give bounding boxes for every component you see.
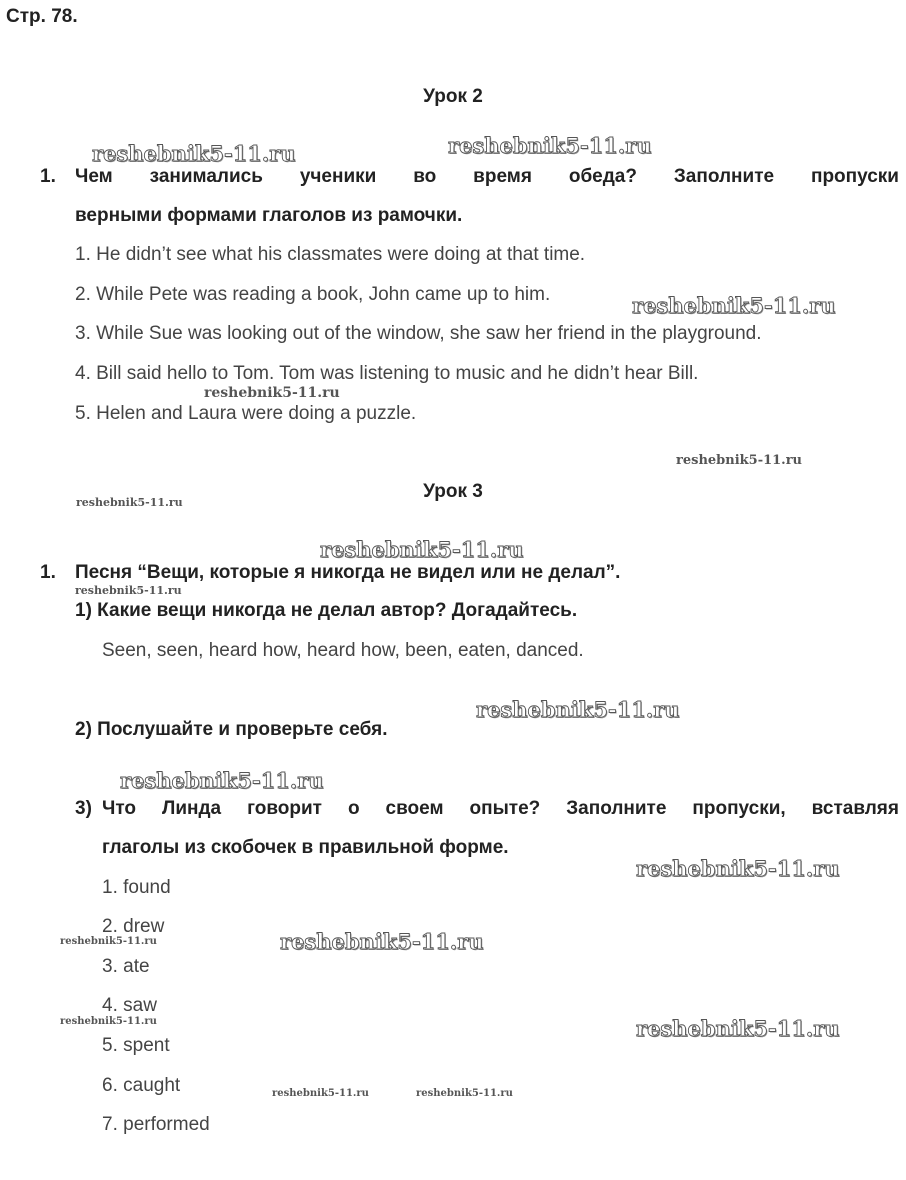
watermark: reshebnik5-11.ru	[416, 1088, 513, 1099]
watermark: reshebnik5-11.ru	[280, 929, 484, 954]
lesson-3-subtask-1-title: 1) Какие вещи никогда не делал автор? Догадайтесь.	[75, 600, 578, 621]
watermark: reshebnik5-11.ru	[676, 453, 803, 468]
lesson-2-answer-1: 1. He didn’t see what his classmates were doing at that time.	[75, 244, 586, 265]
lesson-3-subtask-3-line-2: глаголы из скобочек в правильной форме.	[102, 837, 509, 858]
lesson-2-answer-5: 5. Helen and Laura were doing a puzzle.	[75, 403, 417, 424]
watermark: reshebnik5-11.ru	[75, 584, 182, 597]
lesson-3-task-title: Песня “Вещи, которые я никогда не видел или не делал”.	[75, 562, 621, 583]
lesson-2-task-line-2: верными формами глаголов из рамочки.	[75, 205, 463, 226]
lesson-3-answer-5: 5. spent	[102, 1035, 170, 1056]
lesson-3-subtask-3-line-1: Что Линда говорит о своем опыте? Заполните пропуски, вставляя	[102, 798, 899, 819]
watermark: reshebnik5-11.ru	[92, 141, 296, 166]
lesson-3-answer-6: 6. caught	[102, 1075, 181, 1096]
lesson-2-answer-2: 2. While Pete was reading a book, John came up to him.	[75, 284, 551, 305]
page-number: Стр. 78.	[6, 6, 78, 27]
lesson-3-answer-2: 2. drew	[102, 916, 165, 937]
watermark: reshebnik5-11.ru	[448, 133, 652, 158]
lesson-2-title: Урок 2	[423, 86, 483, 107]
watermark: reshebnik5-11.ru	[60, 1016, 157, 1027]
lesson-3-answer-1: 1. found	[102, 877, 171, 898]
watermark: reshebnik5-11.ru	[272, 1088, 369, 1099]
watermark: reshebnik5-11.ru	[76, 496, 183, 509]
lesson-3-subtask-2-title: 2) Послушайте и проверьте себя.	[75, 719, 388, 740]
lesson-2-task-number: 1.	[40, 166, 56, 187]
watermark: reshebnik5-11.ru	[120, 768, 324, 793]
watermark: reshebnik5-11.ru	[476, 697, 680, 722]
watermark: reshebnik5-11.ru	[204, 385, 340, 401]
lesson-3-answer-7: 7. performed	[102, 1114, 210, 1135]
lesson-3-task-number: 1.	[40, 562, 56, 583]
watermark: reshebnik5-11.ru	[632, 293, 836, 318]
lesson-2-task-line-1: Чем занимались ученики во время обеда? Заполните пропуски	[75, 166, 899, 187]
watermark: reshebnik5-11.ru	[60, 936, 157, 947]
lesson-3-subtask-1-answer: Seen, seen, heard how, heard how, been, eaten, danced.	[102, 640, 584, 661]
lesson-2-answer-3: 3. While Sue was looking out of the window, she saw her friend in the playground.	[75, 323, 762, 344]
lesson-3-subtask-3-number: 3)	[75, 798, 92, 819]
watermark: reshebnik5-11.ru	[636, 1016, 840, 1041]
lesson-2-answer-4: 4. Bill said hello to Tom. Tom was listening to music and he didn’t hear Bill.	[75, 363, 699, 384]
watermark: reshebnik5-11.ru	[636, 856, 840, 881]
lesson-3-answer-4: 4. saw	[102, 995, 157, 1016]
watermark: reshebnik5-11.ru	[320, 537, 524, 562]
lesson-3-title: Урок 3	[423, 481, 483, 502]
lesson-3-answer-3: 3. ate	[102, 956, 150, 977]
